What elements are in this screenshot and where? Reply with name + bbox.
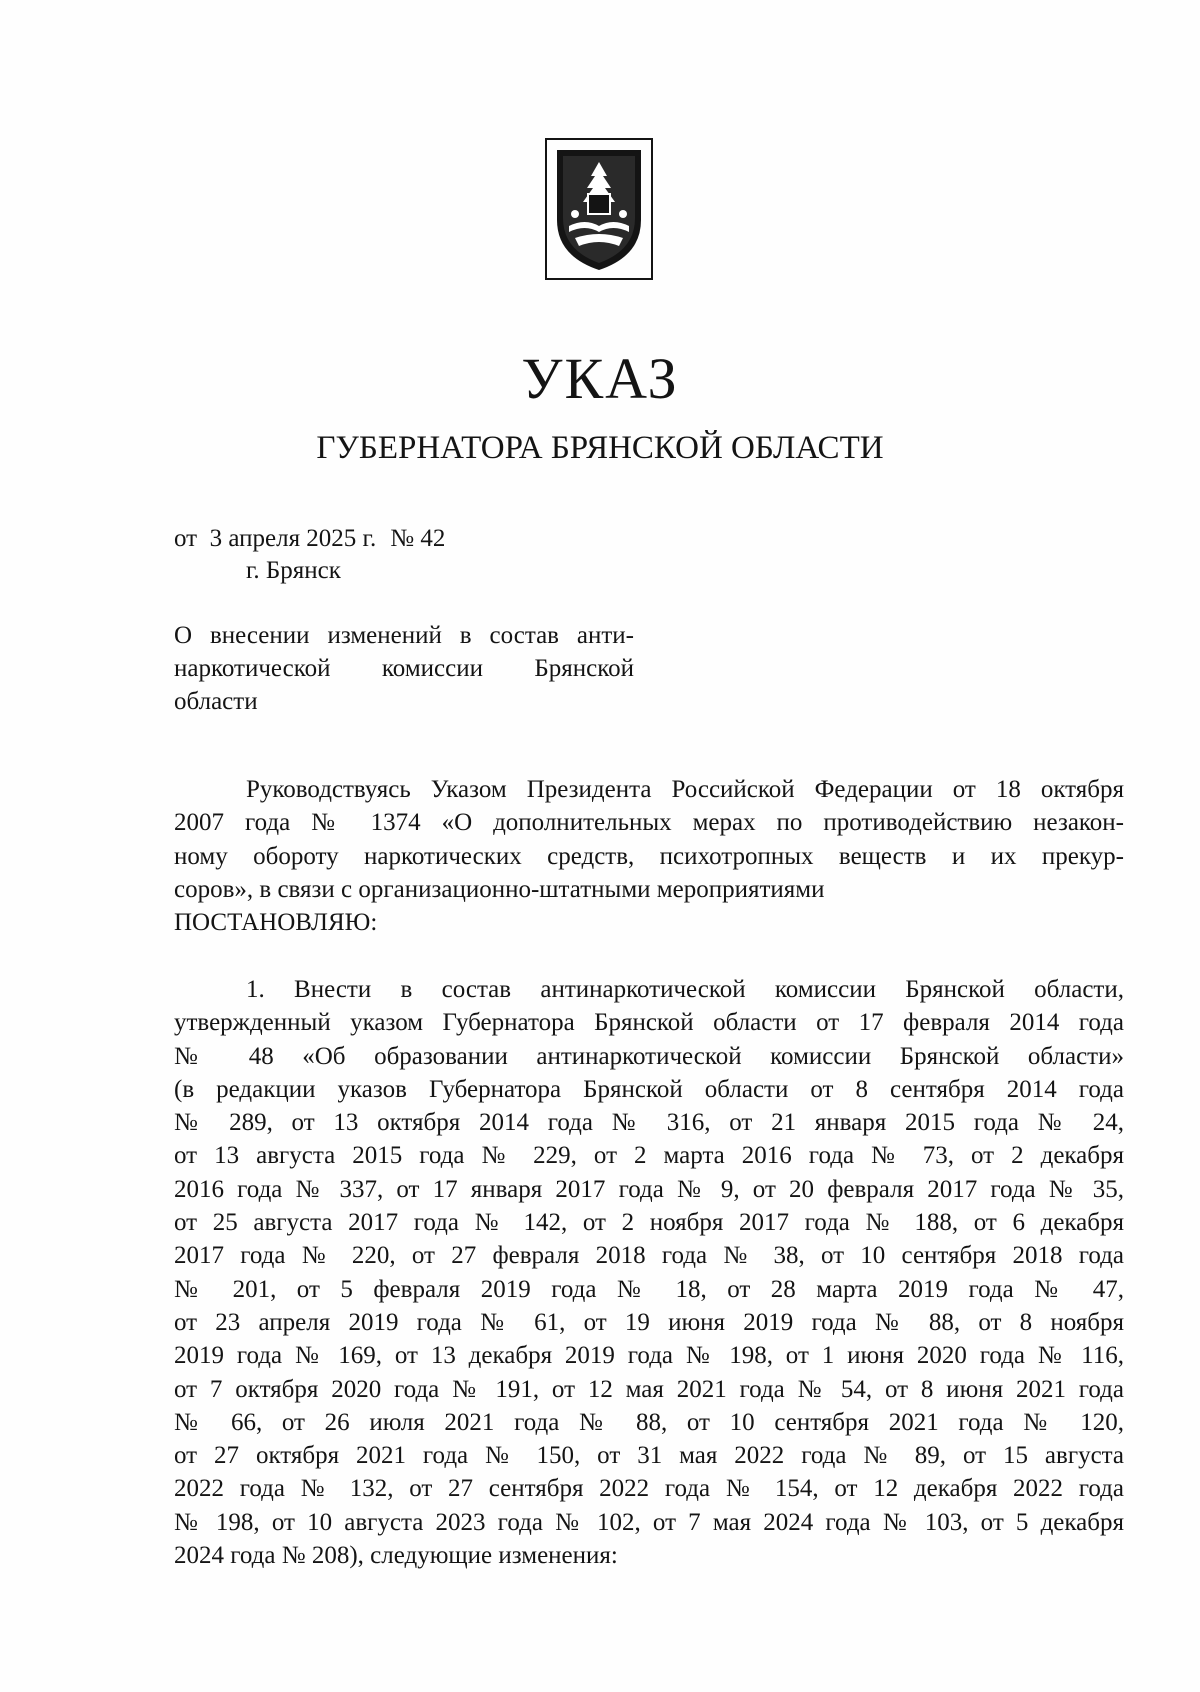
document-subtitle: ГУБЕРНАТОРА БРЯНСКОЙ ОБЛАСТИ [316,430,884,466]
heading-line: О внесении изменений в состав анти- [174,622,634,649]
document-number: № 42 [390,525,446,552]
text-line: ПОСТАНОВЛЯЮ: [174,909,378,937]
text-line: № 48 «Об образовании антинаркотической комиссии Брянской области» [174,1042,1124,1070]
text-line: (в редакции указов Губернатора Брянской области от 8 сентября 2014 года [174,1075,1124,1103]
text-line: от 7 октября 2020 года № 191, от 12 мая 2021 года № 54, от 8 июня 2021 года [174,1375,1124,1403]
heading-line: наркотической комиссии Брянской [174,655,634,682]
text-line: № 289, от 13 октября 2014 года № 316, от 21 января 2015 года № 24, [174,1109,1124,1137]
text-line: 2024 года № 208), следующие изменения: [174,1542,618,1570]
preamble-paragraph [174,773,1124,939]
text-line: 2019 года № 169, от 13 декабря 2019 года № 198, от 1 июня 2020 года № 116, [174,1342,1124,1370]
text-line: 2016 года № 337, от 17 января 2017 года № 9, от 20 февраля 2017 года № 35, [174,1175,1124,1203]
document-heading [174,619,634,718]
text-line: 2007 года № 1374 «О дополнительных мерах по противодействию незакон- [174,809,1124,837]
document-place: г. Брянск [246,557,341,584]
text-line: от 23 апреля 2019 года № 61, от 19 июня 2019 года № 88, от 8 ноября [174,1308,1124,1336]
document-date: от 3 апреля 2025 г. [174,525,377,552]
text-line: от 13 августа 2015 года № 229, от 2 марта 2016 года № 73, от 2 декабря [174,1142,1124,1170]
text-line: от 25 августа 2017 года № 142, от 2 ноября 2017 года № 188, от 6 декабря [174,1209,1124,1237]
item-1-paragraph [174,973,1124,1572]
text-line: ному обороту наркотических средств, психотропных веществ и их прекур- [174,842,1124,870]
text-line: соров», в связи с организационно-штатными мероприятиями [174,875,825,903]
document-date-number [174,525,445,553]
coat-of-arms-icon [545,138,653,280]
text-line: 2017 года № 220, от 27 февраля 2018 года № 38, от 10 сентября 2018 года [174,1242,1124,1270]
text-line: № 198, от 10 августа 2023 года № 102, от 7 мая 2024 года № 103, от 5 декабря [174,1508,1124,1536]
text-line: Руководствуясь Указом Президента Российской Федерации от 18 октября [246,776,1124,803]
text-line: № 201, от 5 февраля 2019 года № 18, от 28 марта 2019 года № 47, [174,1275,1124,1303]
document-title: УКАЗ [521,346,679,411]
heading-line: области [174,688,258,715]
text-line: 1. Внести в состав антинаркотической комиссии Брянской области, [246,976,1124,1003]
text-line: от 27 октября 2021 года № 150, от 31 мая 2022 года № 89, от 15 августа [174,1442,1124,1470]
text-line: 2022 года № 132, от 27 сентября 2022 года № 154, от 12 декабря 2022 года [174,1475,1124,1503]
text-line: № 66, от 26 июля 2021 года № 88, от 10 сентября 2021 года № 120, [174,1408,1124,1436]
text-line: утвержденный указом Губернатора Брянской области от 17 февраля 2014 года [174,1009,1124,1037]
